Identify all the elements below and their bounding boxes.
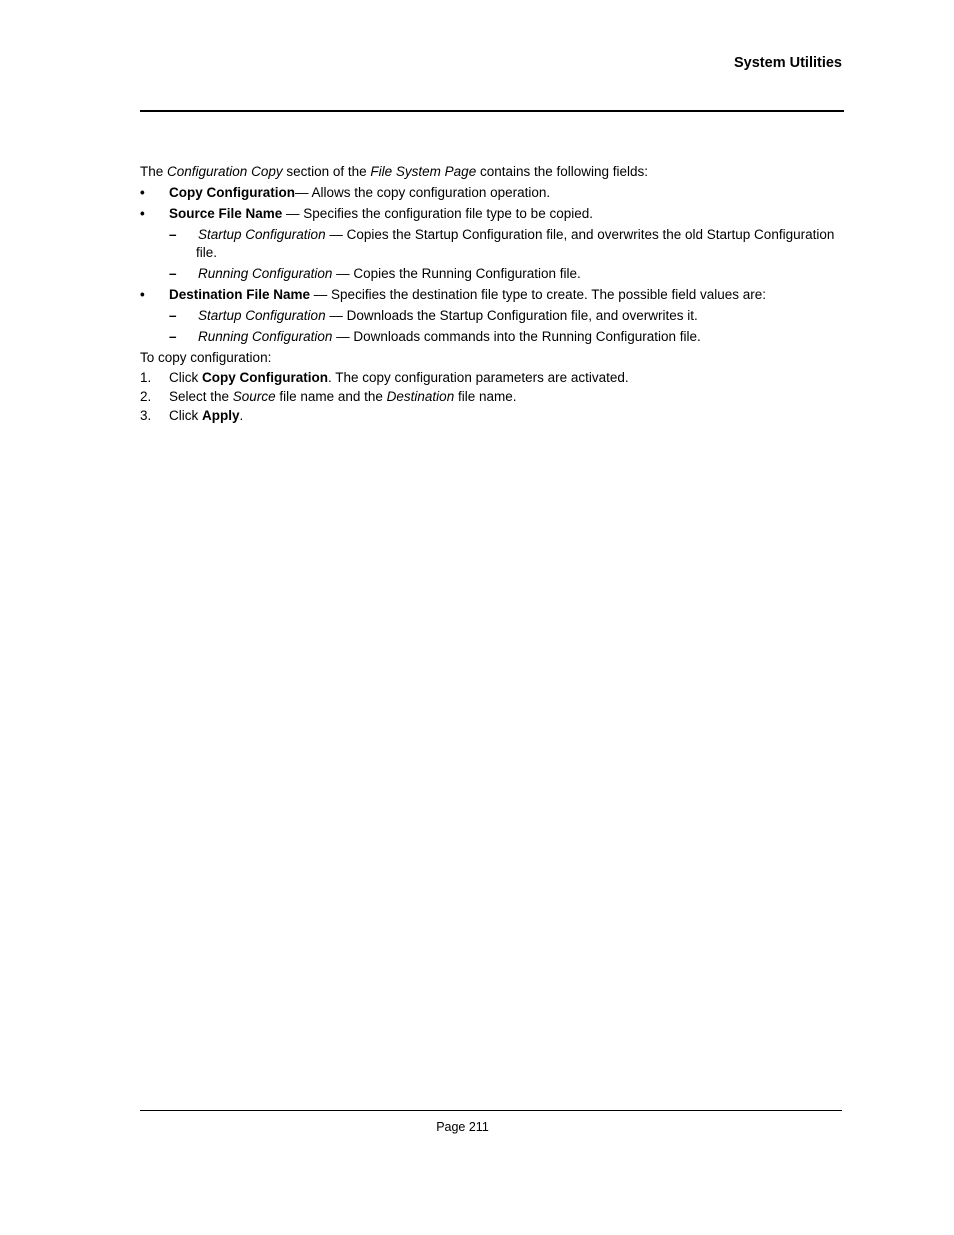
intro-suffix: contains the following fields: [476,164,649,179]
step-text: Click [169,408,202,423]
source-option-running [140,265,845,283]
step-text: Click [169,370,202,385]
step-number: 2. [140,389,152,404]
option-description: — Downloads commands into the Running Configuration file. [332,329,701,344]
step-emphasis: Copy Configuration [202,370,328,385]
step-emphasis: Source [232,389,276,404]
procedure-step-1 [140,369,845,387]
intro-prefix: The [140,164,168,179]
intro-middle: section of the [282,164,371,179]
field-destination-file-name [140,286,845,304]
procedure-step-3 [140,407,845,425]
dash-marker: – [169,308,177,323]
bullet-marker: • [140,287,145,302]
dash-marker: – [169,266,177,281]
field-term: Source File Name [169,206,283,221]
destination-option-running [140,328,845,346]
main-content [140,163,845,426]
step-number: 1. [140,370,152,385]
step-text: Select the [169,389,233,404]
step-text: . [239,408,244,423]
procedure-step-2 [140,388,845,406]
option-term: Running Configuration [198,266,333,281]
field-description: — Specifies the destination file type to create. The possible field values are: [310,287,767,302]
step-text: file name and the [275,389,387,404]
field-term: Destination File Name [169,287,311,302]
field-copy-configuration [140,184,845,202]
source-option-startup [140,226,845,262]
header-divider [140,110,844,112]
field-term: Copy Configuration [169,185,295,200]
field-description: — Specifies the configuration file type to be copied. [282,206,593,221]
bullet-marker: • [140,185,145,200]
step-text: . The copy configuration parameters are activated. [327,370,629,385]
intro-paragraph [140,163,845,181]
intro-page-name: File System Page [370,164,477,179]
step-emphasis: Apply [202,408,240,423]
field-description: — Allows the copy configuration operation. [294,185,551,200]
dash-marker: – [169,227,177,242]
destination-option-startup [140,307,845,325]
field-source-file-name [140,205,845,223]
option-term: Startup Configuration [198,227,326,242]
footer-divider [140,1110,842,1111]
step-text: file name. [454,389,517,404]
dash-marker: – [169,329,177,344]
option-description: — Copies the Startup Configuration file, and overwrites the old Startup Configuration file. [196,227,835,260]
option-term: Startup Configuration [198,308,326,323]
running-header-title: System Utilities [734,55,842,71]
procedure-intro: To copy configuration: [140,350,272,365]
intro-section-name: Configuration Copy [167,164,283,179]
bullet-marker: • [140,206,145,221]
page-number: Page 211 [436,1120,489,1134]
option-term: Running Configuration [198,329,333,344]
step-emphasis: Destination [386,389,455,404]
option-description: — Downloads the Startup Configuration file, and overwrites it. [325,308,698,323]
step-number: 3. [140,408,152,423]
option-description: — Copies the Running Configuration file. [332,266,581,281]
